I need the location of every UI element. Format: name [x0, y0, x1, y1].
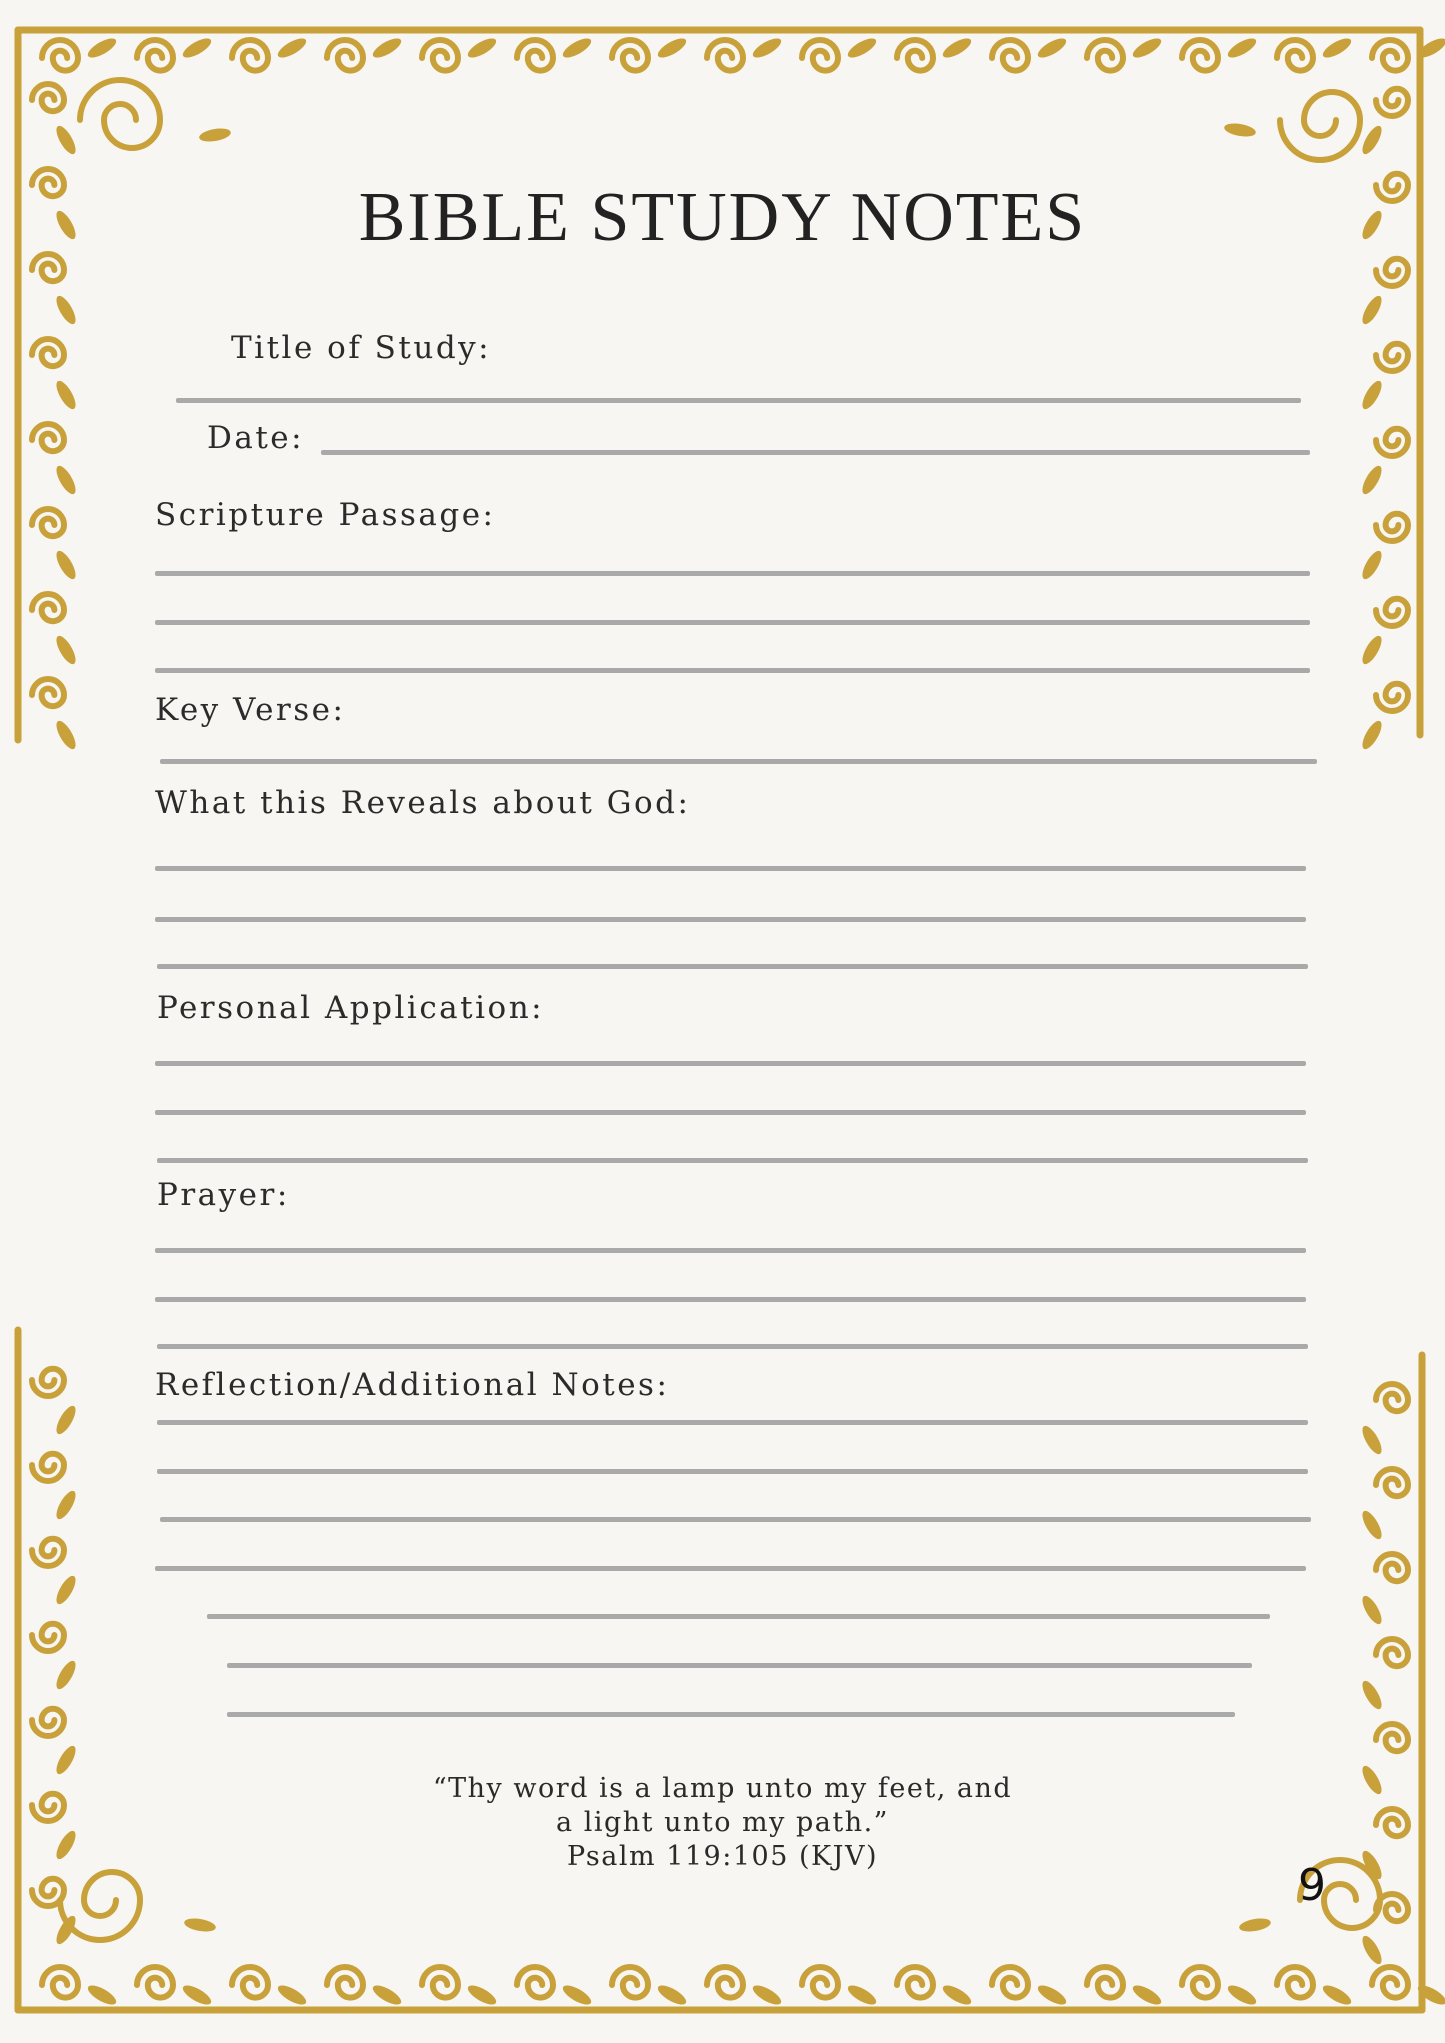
- prayer-line[interactable]: [155, 1297, 1306, 1302]
- title-of-study-line[interactable]: [176, 398, 1301, 403]
- scripture-passage-line[interactable]: [155, 668, 1310, 673]
- page-title: BIBLE STUDY NOTES: [358, 179, 1087, 256]
- scripture-passage-line[interactable]: [155, 571, 1310, 576]
- title-of-study-label: Title of Study:: [231, 330, 492, 366]
- personal-application-label: Personal Application:: [157, 990, 545, 1026]
- key-verse-label: Key Verse:: [155, 692, 346, 728]
- page-number: 9: [1298, 1860, 1326, 1911]
- reveals-about-god-line[interactable]: [157, 964, 1308, 969]
- reflection-line[interactable]: [155, 1566, 1306, 1571]
- date-line[interactable]: [321, 450, 1310, 455]
- reflection-line[interactable]: [207, 1614, 1270, 1619]
- quote-line-1: “Thy word is a lamp unto my feet, and: [432, 1773, 1013, 1804]
- reflection-line[interactable]: [227, 1712, 1235, 1717]
- reflection-line[interactable]: [227, 1663, 1252, 1668]
- scripture-passage-line[interactable]: [155, 620, 1310, 625]
- personal-application-line[interactable]: [155, 1061, 1306, 1066]
- reflection-label: Reflection/Additional Notes:: [155, 1367, 670, 1403]
- reveals-about-god-line[interactable]: [155, 866, 1306, 871]
- reflection-line[interactable]: [157, 1420, 1308, 1425]
- reveals-about-god-line[interactable]: [155, 917, 1306, 922]
- quote-line-2: a light unto my path.”: [556, 1807, 889, 1838]
- date-label: Date:: [207, 420, 305, 456]
- prayer-line[interactable]: [155, 1248, 1306, 1253]
- quote-citation: Psalm 119:105 (KJV): [566, 1841, 879, 1872]
- personal-application-line[interactable]: [155, 1110, 1306, 1115]
- personal-application-line[interactable]: [157, 1158, 1308, 1163]
- reflection-line[interactable]: [157, 1469, 1308, 1474]
- reflection-line[interactable]: [160, 1517, 1311, 1522]
- scripture-quote: [0, 1772, 1445, 1874]
- key-verse-line[interactable]: [160, 759, 1317, 764]
- prayer-label: Prayer:: [157, 1177, 290, 1213]
- reveals-about-god-label: What this Reveals about God:: [155, 785, 691, 821]
- scripture-passage-label: Scripture Passage:: [155, 497, 496, 533]
- prayer-line[interactable]: [157, 1344, 1308, 1349]
